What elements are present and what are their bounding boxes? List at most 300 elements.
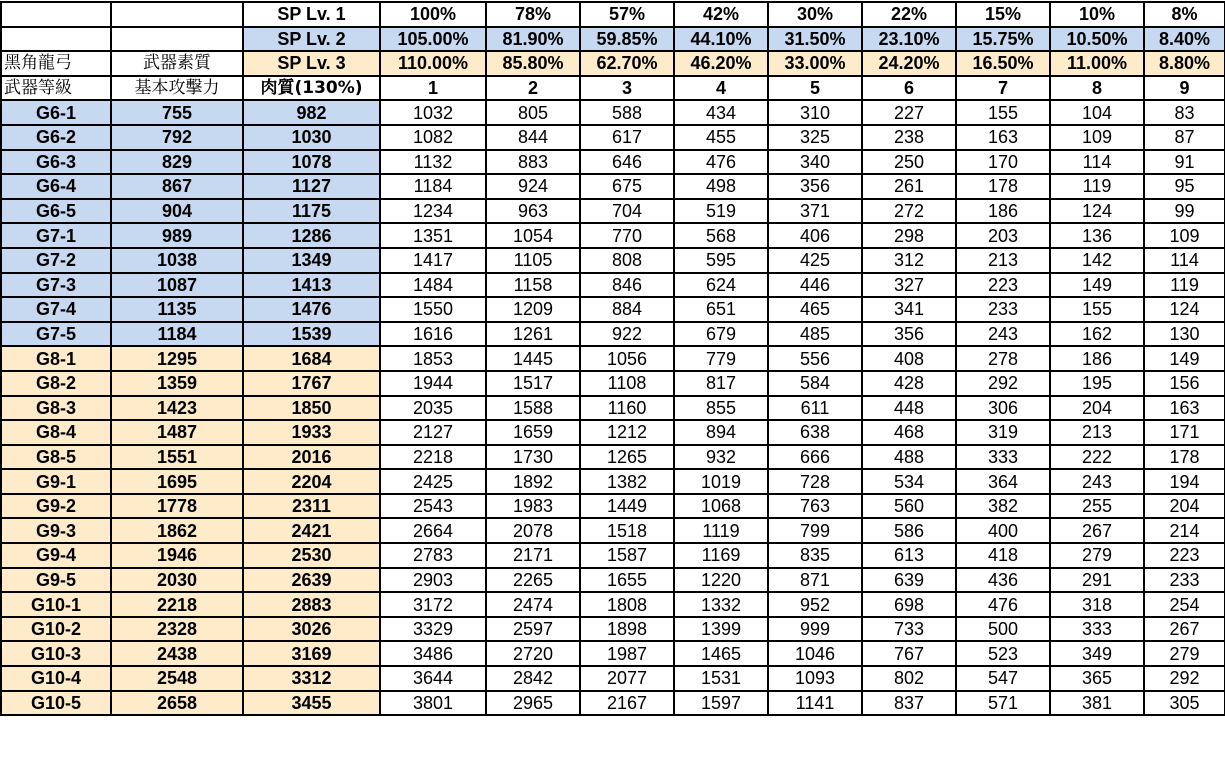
- damage-value-cell: 1445: [486, 346, 580, 371]
- hitzone-value-cell: 1684: [243, 346, 380, 371]
- weapon-level-cell: G10-2: [1, 617, 111, 642]
- damage-value-cell: 1158: [486, 273, 580, 298]
- damage-value-cell: 1032: [380, 100, 486, 125]
- hit-number-header: 9: [1144, 76, 1225, 101]
- weapon-level-cell: G9-5: [1, 568, 111, 593]
- damage-value-cell: 2167: [580, 691, 674, 716]
- damage-value-cell: 837: [862, 691, 956, 716]
- damage-value-cell: 1082: [380, 125, 486, 150]
- damage-value-cell: 95: [1144, 174, 1225, 199]
- damage-value-cell: 434: [674, 100, 768, 125]
- sp3-pct: 8.80%: [1144, 51, 1225, 76]
- damage-value-cell: 2720: [486, 641, 580, 666]
- weapon-level-cell: G7-1: [1, 223, 111, 248]
- hit-number-header: 1: [380, 76, 486, 101]
- hitzone-value-cell: 2016: [243, 445, 380, 470]
- damage-value-cell: 194: [1144, 469, 1225, 494]
- damage-value-cell: 2127: [380, 420, 486, 445]
- damage-value-cell: 1160: [580, 396, 674, 421]
- damage-value-cell: 556: [768, 346, 862, 371]
- damage-value-cell: 222: [1050, 445, 1144, 470]
- damage-value-cell: 3172: [380, 592, 486, 617]
- base-attack-cell: 1135: [111, 297, 243, 322]
- damage-value-cell: 356: [862, 322, 956, 347]
- hitzone-value-cell: 2639: [243, 568, 380, 593]
- damage-value-cell: 584: [768, 371, 862, 396]
- hit-number-header: 2: [486, 76, 580, 101]
- corner-cell: [1, 2, 111, 27]
- weapon-level-cell: G10-4: [1, 666, 111, 691]
- damage-value-cell: 109: [1144, 223, 1225, 248]
- damage-value-cell: 523: [956, 641, 1050, 666]
- damage-value-cell: 267: [1144, 617, 1225, 642]
- damage-value-cell: 802: [862, 666, 956, 691]
- damage-value-cell: 425: [768, 248, 862, 273]
- damage-value-cell: 298: [862, 223, 956, 248]
- base-attack-cell: 2030: [111, 568, 243, 593]
- damage-value-cell: 254: [1144, 592, 1225, 617]
- table-row: [1, 592, 1225, 617]
- damage-value-cell: 1417: [380, 248, 486, 273]
- damage-value-cell: 163: [956, 125, 1050, 150]
- base-attack-cell: 867: [111, 174, 243, 199]
- table-row: [1, 691, 1225, 716]
- base-attack-header: 基本攻擊力: [111, 76, 243, 101]
- damage-value-cell: 871: [768, 568, 862, 593]
- damage-value-cell: 213: [1050, 420, 1144, 445]
- damage-value-cell: 799: [768, 518, 862, 543]
- weapon-level-cell: G9-1: [1, 469, 111, 494]
- table-row: [1, 199, 1225, 224]
- damage-value-cell: 560: [862, 494, 956, 519]
- damage-value-cell: 1234: [380, 199, 486, 224]
- table-row: [1, 273, 1225, 298]
- base-attack-cell: 792: [111, 125, 243, 150]
- damage-value-cell: 2078: [486, 518, 580, 543]
- hitzone-value-cell: 3169: [243, 641, 380, 666]
- damage-table: [0, 1, 1225, 716]
- damage-value-cell: 1351: [380, 223, 486, 248]
- damage-value-cell: 1853: [380, 346, 486, 371]
- damage-value-cell: 310: [768, 100, 862, 125]
- damage-value-cell: 922: [580, 322, 674, 347]
- base-attack-cell: 904: [111, 199, 243, 224]
- damage-value-cell: 214: [1144, 518, 1225, 543]
- hitzone-value-cell: 982: [243, 100, 380, 125]
- damage-value-cell: 476: [674, 150, 768, 175]
- damage-value-cell: 1141: [768, 691, 862, 716]
- damage-value-cell: 124: [1144, 297, 1225, 322]
- weapon-level-cell: G10-5: [1, 691, 111, 716]
- damage-value-cell: 371: [768, 199, 862, 224]
- corner-cell: [111, 2, 243, 27]
- table-row: [1, 150, 1225, 175]
- damage-value-cell: 319: [956, 420, 1050, 445]
- hitzone-value-cell: 1476: [243, 297, 380, 322]
- damage-value-cell: 178: [956, 174, 1050, 199]
- table-row: [1, 420, 1225, 445]
- damage-value-cell: 3486: [380, 641, 486, 666]
- damage-value-cell: 805: [486, 100, 580, 125]
- damage-value-cell: 883: [486, 150, 580, 175]
- damage-value-cell: 365: [1050, 666, 1144, 691]
- damage-value-cell: 611: [768, 396, 862, 421]
- sp1-pct: 30%: [768, 2, 862, 27]
- header-row-columns: [1, 76, 1225, 101]
- damage-value-cell: 436: [956, 568, 1050, 593]
- damage-value-cell: 808: [580, 248, 674, 273]
- weapon-level-cell: G6-2: [1, 125, 111, 150]
- damage-value-cell: 2077: [580, 666, 674, 691]
- damage-value-cell: 884: [580, 297, 674, 322]
- weapon-level-cell: G6-4: [1, 174, 111, 199]
- damage-value-cell: 233: [956, 297, 1050, 322]
- damage-value-cell: 767: [862, 641, 956, 666]
- damage-value-cell: 1019: [674, 469, 768, 494]
- table-row: [1, 445, 1225, 470]
- damage-value-cell: 1093: [768, 666, 862, 691]
- damage-value-cell: 333: [1050, 617, 1144, 642]
- damage-value-cell: 1184: [380, 174, 486, 199]
- damage-value-cell: 1587: [580, 543, 674, 568]
- damage-value-cell: 446: [768, 273, 862, 298]
- damage-value-cell: 428: [862, 371, 956, 396]
- table-row: [1, 223, 1225, 248]
- weapon-level-cell: G7-2: [1, 248, 111, 273]
- table-row: [1, 174, 1225, 199]
- damage-value-cell: 170: [956, 150, 1050, 175]
- damage-value-cell: 2965: [486, 691, 580, 716]
- damage-value-cell: 306: [956, 396, 1050, 421]
- damage-value-cell: 2543: [380, 494, 486, 519]
- damage-value-cell: 3644: [380, 666, 486, 691]
- hitzone-value-cell: 3026: [243, 617, 380, 642]
- damage-value-cell: 1046: [768, 641, 862, 666]
- damage-value-cell: 2218: [380, 445, 486, 470]
- sp3-pct: 62.70%: [580, 51, 674, 76]
- damage-value-cell: 333: [956, 445, 1050, 470]
- weapon-level-cell: G6-1: [1, 100, 111, 125]
- hitzone-value-cell: 1127: [243, 174, 380, 199]
- damage-value-cell: 195: [1050, 371, 1144, 396]
- base-attack-cell: 1487: [111, 420, 243, 445]
- base-attack-cell: 2328: [111, 617, 243, 642]
- sp2-pct: 8.40%: [1144, 27, 1225, 52]
- damage-value-cell: 204: [1144, 494, 1225, 519]
- damage-value-cell: 448: [862, 396, 956, 421]
- damage-value-cell: 500: [956, 617, 1050, 642]
- damage-value-cell: 408: [862, 346, 956, 371]
- damage-value-cell: 728: [768, 469, 862, 494]
- damage-value-cell: 114: [1050, 150, 1144, 175]
- sp1-pct: 42%: [674, 2, 768, 27]
- damage-value-cell: 91: [1144, 150, 1225, 175]
- damage-value-cell: 130: [1144, 322, 1225, 347]
- hitzone-value-cell: 1933: [243, 420, 380, 445]
- weapon-level-cell: G9-2: [1, 494, 111, 519]
- weapon-name-label: 黑角龍弓: [1, 51, 111, 76]
- weapon-level-cell: G8-3: [1, 396, 111, 421]
- table-row: [1, 125, 1225, 150]
- hit-number-header: 6: [862, 76, 956, 101]
- damage-value-cell: 278: [956, 346, 1050, 371]
- hitzone-value-cell: 3455: [243, 691, 380, 716]
- hitzone-value-cell: 2530: [243, 543, 380, 568]
- hitzone-value-cell: 1175: [243, 199, 380, 224]
- damage-value-cell: 586: [862, 518, 956, 543]
- weapon-level-cell: G9-3: [1, 518, 111, 543]
- damage-value-cell: 279: [1144, 641, 1225, 666]
- damage-value-cell: 1399: [674, 617, 768, 642]
- damage-value-cell: 2783: [380, 543, 486, 568]
- damage-value-cell: 406: [768, 223, 862, 248]
- damage-value-cell: 156: [1144, 371, 1225, 396]
- header-row-sp2: [1, 27, 1225, 52]
- weapon-level-cell: G7-3: [1, 273, 111, 298]
- corner-cell: [1, 27, 111, 52]
- hitzone-value-cell: 1286: [243, 223, 380, 248]
- sp2-pct: 59.85%: [580, 27, 674, 52]
- damage-value-cell: 855: [674, 396, 768, 421]
- base-attack-cell: 829: [111, 150, 243, 175]
- damage-value-cell: 2171: [486, 543, 580, 568]
- damage-value-cell: 1132: [380, 150, 486, 175]
- damage-value-cell: 468: [862, 420, 956, 445]
- damage-value-cell: 124: [1050, 199, 1144, 224]
- damage-value-cell: 223: [1144, 543, 1225, 568]
- damage-value-cell: 932: [674, 445, 768, 470]
- base-attack-cell: 2218: [111, 592, 243, 617]
- base-attack-cell: 2548: [111, 666, 243, 691]
- damage-value-cell: 327: [862, 273, 956, 298]
- damage-value-cell: 651: [674, 297, 768, 322]
- sp1-pct: 8%: [1144, 2, 1225, 27]
- damage-value-cell: 1465: [674, 641, 768, 666]
- damage-value-cell: 238: [862, 125, 956, 150]
- base-attack-cell: 1423: [111, 396, 243, 421]
- damage-value-cell: 155: [956, 100, 1050, 125]
- damage-value-cell: 1517: [486, 371, 580, 396]
- hitzone-header: 肉質(130%): [243, 76, 380, 101]
- base-attack-cell: 1862: [111, 518, 243, 543]
- hitzone-value-cell: 2204: [243, 469, 380, 494]
- damage-value-cell: 305: [1144, 691, 1225, 716]
- damage-value-cell: 243: [956, 322, 1050, 347]
- sp2-pct: 23.10%: [862, 27, 956, 52]
- damage-value-cell: 2664: [380, 518, 486, 543]
- sp3-pct: 16.50%: [956, 51, 1050, 76]
- base-attack-cell: 1087: [111, 273, 243, 298]
- damage-value-cell: 186: [1050, 346, 1144, 371]
- hit-number-header: 8: [1050, 76, 1144, 101]
- damage-value-cell: 1056: [580, 346, 674, 371]
- damage-value-cell: 638: [768, 420, 862, 445]
- damage-value-cell: 341: [862, 297, 956, 322]
- damage-value-cell: 1983: [486, 494, 580, 519]
- base-attack-cell: 1551: [111, 445, 243, 470]
- sp1-pct: 22%: [862, 2, 956, 27]
- damage-value-cell: 255: [1050, 494, 1144, 519]
- damage-value-cell: 149: [1144, 346, 1225, 371]
- damage-value-cell: 894: [674, 420, 768, 445]
- damage-value-cell: 488: [862, 445, 956, 470]
- damage-value-cell: 455: [674, 125, 768, 150]
- damage-value-cell: 571: [956, 691, 1050, 716]
- damage-value-cell: 349: [1050, 641, 1144, 666]
- damage-value-cell: 952: [768, 592, 862, 617]
- sp-level-3-label: SP Lv. 3: [243, 51, 380, 76]
- damage-value-cell: 1655: [580, 568, 674, 593]
- table-row: [1, 494, 1225, 519]
- damage-value-cell: 2265: [486, 568, 580, 593]
- damage-value-cell: 704: [580, 199, 674, 224]
- damage-value-cell: 1449: [580, 494, 674, 519]
- sp-level-1-label: SP Lv. 1: [243, 2, 380, 27]
- damage-value-cell: 364: [956, 469, 1050, 494]
- damage-value-cell: 155: [1050, 297, 1144, 322]
- hitzone-value-cell: 1078: [243, 150, 380, 175]
- damage-value-cell: 312: [862, 248, 956, 273]
- damage-value-cell: 1105: [486, 248, 580, 273]
- damage-value-cell: 3801: [380, 691, 486, 716]
- damage-value-cell: 318: [1050, 592, 1144, 617]
- sp2-pct: 44.10%: [674, 27, 768, 52]
- header-row-sp1: [1, 2, 1225, 27]
- sp3-pct: 110.00%: [380, 51, 486, 76]
- damage-value-cell: 99: [1144, 199, 1225, 224]
- weapon-level-cell: G8-4: [1, 420, 111, 445]
- sp2-pct: 81.90%: [486, 27, 580, 52]
- damage-value-cell: 162: [1050, 322, 1144, 347]
- base-attack-cell: 1946: [111, 543, 243, 568]
- hitzone-value-cell: 2883: [243, 592, 380, 617]
- damage-value-cell: 1550: [380, 297, 486, 322]
- table-row: [1, 666, 1225, 691]
- table-row: [1, 297, 1225, 322]
- weapon-level-cell: G8-1: [1, 346, 111, 371]
- sp1-pct: 15%: [956, 2, 1050, 27]
- damage-value-cell: 381: [1050, 691, 1144, 716]
- base-attack-cell: 1359: [111, 371, 243, 396]
- damage-value-cell: 963: [486, 199, 580, 224]
- damage-value-cell: 119: [1050, 174, 1144, 199]
- base-attack-cell: 755: [111, 100, 243, 125]
- damage-value-cell: 1119: [674, 518, 768, 543]
- table-row: [1, 100, 1225, 125]
- table-row: [1, 469, 1225, 494]
- base-attack-cell: 1038: [111, 248, 243, 273]
- damage-value-cell: 213: [956, 248, 1050, 273]
- sp3-pct: 85.80%: [486, 51, 580, 76]
- damage-value-cell: 1108: [580, 371, 674, 396]
- table-row: [1, 518, 1225, 543]
- table-row: [1, 322, 1225, 347]
- damage-value-cell: 646: [580, 150, 674, 175]
- damage-value-cell: 675: [580, 174, 674, 199]
- damage-value-cell: 1484: [380, 273, 486, 298]
- damage-value-cell: 485: [768, 322, 862, 347]
- hit-number-header: 7: [956, 76, 1050, 101]
- damage-value-cell: 2903: [380, 568, 486, 593]
- hitzone-value-cell: 1413: [243, 273, 380, 298]
- damage-value-cell: 400: [956, 518, 1050, 543]
- damage-value-cell: 2425: [380, 469, 486, 494]
- damage-value-cell: 1616: [380, 322, 486, 347]
- damage-value-cell: 1332: [674, 592, 768, 617]
- damage-value-cell: 1068: [674, 494, 768, 519]
- hit-number-header: 4: [674, 76, 768, 101]
- damage-value-cell: 87: [1144, 125, 1225, 150]
- damage-value-cell: 588: [580, 100, 674, 125]
- damage-value-cell: 382: [956, 494, 1050, 519]
- damage-value-cell: 149: [1050, 273, 1144, 298]
- damage-value-cell: 519: [674, 199, 768, 224]
- damage-value-cell: 568: [674, 223, 768, 248]
- hit-number-header: 3: [580, 76, 674, 101]
- weapon-level-cell: G7-5: [1, 322, 111, 347]
- table-row: [1, 568, 1225, 593]
- damage-value-cell: 1518: [580, 518, 674, 543]
- damage-value-cell: 1054: [486, 223, 580, 248]
- base-attack-cell: 1778: [111, 494, 243, 519]
- damage-value-cell: 418: [956, 543, 1050, 568]
- sp2-pct: 10.50%: [1050, 27, 1144, 52]
- damage-value-cell: 267: [1050, 518, 1144, 543]
- weapon-level-cell: G9-4: [1, 543, 111, 568]
- damage-value-cell: 204: [1050, 396, 1144, 421]
- damage-value-cell: 1730: [486, 445, 580, 470]
- sp1-pct: 57%: [580, 2, 674, 27]
- damage-value-cell: 178: [1144, 445, 1225, 470]
- weapon-attribute-label: 武器素質: [111, 51, 243, 76]
- table-row: [1, 371, 1225, 396]
- weapon-level-cell: G10-3: [1, 641, 111, 666]
- damage-value-cell: 1220: [674, 568, 768, 593]
- damage-value-cell: 142: [1050, 248, 1144, 273]
- sp2-pct: 105.00%: [380, 27, 486, 52]
- damage-value-cell: 835: [768, 543, 862, 568]
- sp3-pct: 33.00%: [768, 51, 862, 76]
- sp2-pct: 15.75%: [956, 27, 1050, 52]
- table-row: [1, 617, 1225, 642]
- damage-value-cell: 114: [1144, 248, 1225, 273]
- damage-value-cell: 844: [486, 125, 580, 150]
- damage-value-cell: 292: [1144, 666, 1225, 691]
- damage-value-cell: 119: [1144, 273, 1225, 298]
- damage-value-cell: 846: [580, 273, 674, 298]
- weapon-level-header: 武器等級: [1, 76, 111, 101]
- hitzone-value-cell: 1030: [243, 125, 380, 150]
- hitzone-value-cell: 2421: [243, 518, 380, 543]
- table-body: [1, 2, 1225, 715]
- hitzone-value-cell: 1539: [243, 322, 380, 347]
- sp-level-2-label: SP Lv. 2: [243, 27, 380, 52]
- damage-value-cell: 3329: [380, 617, 486, 642]
- table-row: [1, 641, 1225, 666]
- damage-value-cell: 2035: [380, 396, 486, 421]
- damage-value-cell: 624: [674, 273, 768, 298]
- damage-value-cell: 595: [674, 248, 768, 273]
- damage-value-cell: 292: [956, 371, 1050, 396]
- damage-value-cell: 261: [862, 174, 956, 199]
- damage-value-cell: 1531: [674, 666, 768, 691]
- hitzone-value-cell: 3312: [243, 666, 380, 691]
- damage-value-cell: 666: [768, 445, 862, 470]
- damage-value-cell: 186: [956, 199, 1050, 224]
- table-row: [1, 396, 1225, 421]
- table-row: [1, 248, 1225, 273]
- sp1-pct: 100%: [380, 2, 486, 27]
